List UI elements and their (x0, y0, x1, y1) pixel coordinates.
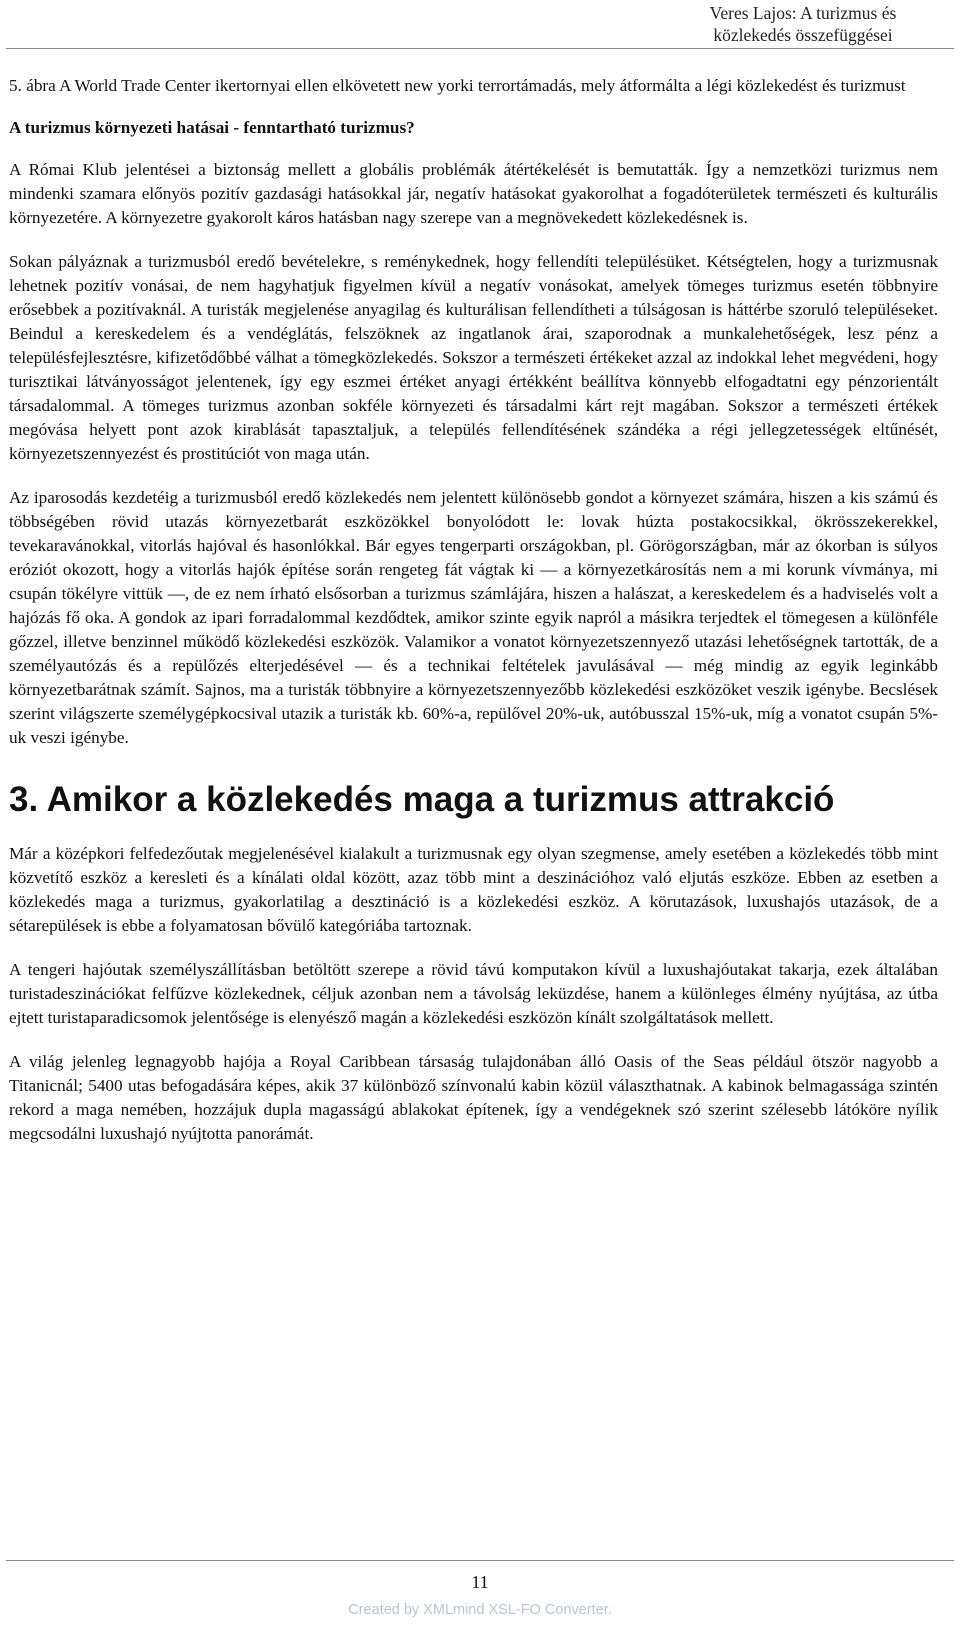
converter-credit: Created by XMLmind XSL-FO Converter. (348, 1602, 612, 1618)
body-paragraph: Sokan pályáznak a turizmusból eredő bevételekre, s reménykednek, hogy fellendíti településüket. Kétségtelen, hogy a turizmusnak lehetnek pozitív vonásai, de nem hagyhatjuk figyelmen kívül a negatív vonásokat, amelyek tömeges turizmus esetén többnyire erősebbek a pozitívaknál. A turisták megjelenése anyagilag és kulturálisan fellendítheti a túlságosan is háttérbe szoruló településeket. Beindul a kereskedelem és a vendéglátás, felszöknek az ingatlanok árai, szaporodnak a munkalehetőségek, lesz pénz a településfejlesztésre, kifizetődőbbé válhat a tömegközlekedés. Sokszor a természeti értékeket azzal az indokkal lehet megvédeni, hogy turisztikai látványosságot jelentenek, így egy eszmei értéket anyagi értékként beállítva könnyebb elfogadtatni egy pénzorientált társadalommal. A tömeges turizmus azonban sokféle környezeti és társadalmi kárt rejt magában. Sokszor a természeti értékek megóvása helyett pont azok kirablását tapasztaljuk, a település fellendítésének szándéka a régi jellegzetességek eltűnését, környezetszennyezést és prostitúciót von maga után. (9, 252, 938, 463)
body-paragraph: A világ jelenleg legnagyobb hajója a Royal Caribbean társaság tulajdonában álló Oasis of the Seas például ötször nagyobb a Titanicnál; 5400 utas befogadására képes, akik 37 különböző színvonalú kabin közül választhatnak. A kabinok belmagassága szintén rekord a maga nemében, hozzájuk dupla magasságú ablakokat építenek, így a vendégeknek szó szerint szélesebb látóköre nyílik megcsodálni luxushajó nyújtotta panorámát. (9, 1052, 938, 1143)
body-paragraph: A Római Klub jelentései a biztonság mellett a globális problémák átértékelését is bemutatták. Így a nemzetközi turizmus nem mindenki szamara előnyös pozitív gazdasági hatásokkal jár, negatív hatásokat gyakorolhat a fogadóterületek természeti és kulturális környezetére. A környezetre gyakorolt káros hatásban nagy szerepe van a megnövekedett közlekedésnek is. (9, 160, 938, 227)
header-divider (6, 48, 954, 49)
subsection-title: A turizmus környezeti hatásai - fenntartható turizmus? (9, 118, 415, 137)
page-number: 11 (471, 1572, 489, 1592)
page-body (9, 74, 938, 1146)
body-paragraph: A tengeri hajóutak személyszállításban betöltött szerepe a rövid távú komputakon kívül a luxushajóutakat takarja, ezek általában turistadeszinációkat felfűzve közlekednek, céljuk azonban nem a távolság leküzdése, hanem a különleges élmény nyújtása, az útba ejtett turistaparadicsomok jelentősége is elenyésző magán a közlekedési eszközön kínált szolgáltatások mellett. (9, 960, 938, 1027)
running-header (673, 2, 933, 46)
section-heading: 3. Amikor a közlekedés maga a turizmus attrakció (9, 780, 835, 819)
figure-caption: 5. ábra A World Trade Center ikertornyai ellen elkövetett new yorki terrortámadás, mely átformálta a légi közlekedést és turizmust (9, 76, 906, 95)
body-paragraph: Már a középkori felfedezőutak megjelenésével kialakult a turizmusnak egy olyan szegmense, amely esetében a közlekedés több mint közvetítő eszköz a keresleti és a kínálati oldal között, azaz több mint a deszinációhoz való eljutás eszköze. Ebben az esetben a közlekedés maga a turizmus, gyakorlatilag a desztináció is a közlekedési eszköz. A körutazások, luxushajós utazások, de a sétarepülések is ebbe a folyamatosan bővülő kategóriába tartoznak. (9, 844, 938, 935)
running-header-line-1: Veres Lajos: A turizmus és (709, 3, 897, 23)
footer-divider (6, 1560, 954, 1561)
body-paragraph: Az iparosodás kezdetéig a turizmusból eredő közlekedés nem jelentett különösebb gondot a környezet számára, hiszen a kis számú és többségében rövid utazás környezetbarát eszközökkel bonyolódott le: lovak húzta postakocsikkal, ökrösszekerekkel, tevekaravánokkal, vitorlás hajóval és hasonlókkal. Bár egyes tengerparti országokban, pl. Görögországban, már az ókorban is súlyos eróziót okozott, hogy a vitorlás hajók építése során rengeteg fát vágtak ki — a környezetkárosítás nem a mi korunk vívmánya, mi csupán tökélyre vittük —, de ez nem írható elsősorban a turizmus számlájára, hiszen a halászat, a kereskedelem és a hadviselés volt a hajózás fő oka. A gondok az ipari forradalommal kezdődtek, amikor szinte egyik napról a másikra terjedtek el tömegesen a különféle gőzzel, illetve benzinnel működő közlekedési eszközök. Valamikor a vonatot környezetszennyező utazási lehetőségnek tartották, de a személyautózás és a repülőzés elterjedésével — és a technikai feltételek javulásával — még mindig az egyik leginkább környezetbarátnak számít. Sajnos, ma a turisták többnyire a környezetszennyezőbb közlekedési eszközöket veszik igénybe. Becslések szerint világszerte személygépkocsival utazik a turisták kb. 60%-a, repülővel 20%-uk, autóbusszal 15%-uk, míg a vonatot csupán 5%-uk veszi igénybe. (9, 488, 938, 747)
running-header-line-2: közlekedés összefüggései (713, 25, 893, 45)
